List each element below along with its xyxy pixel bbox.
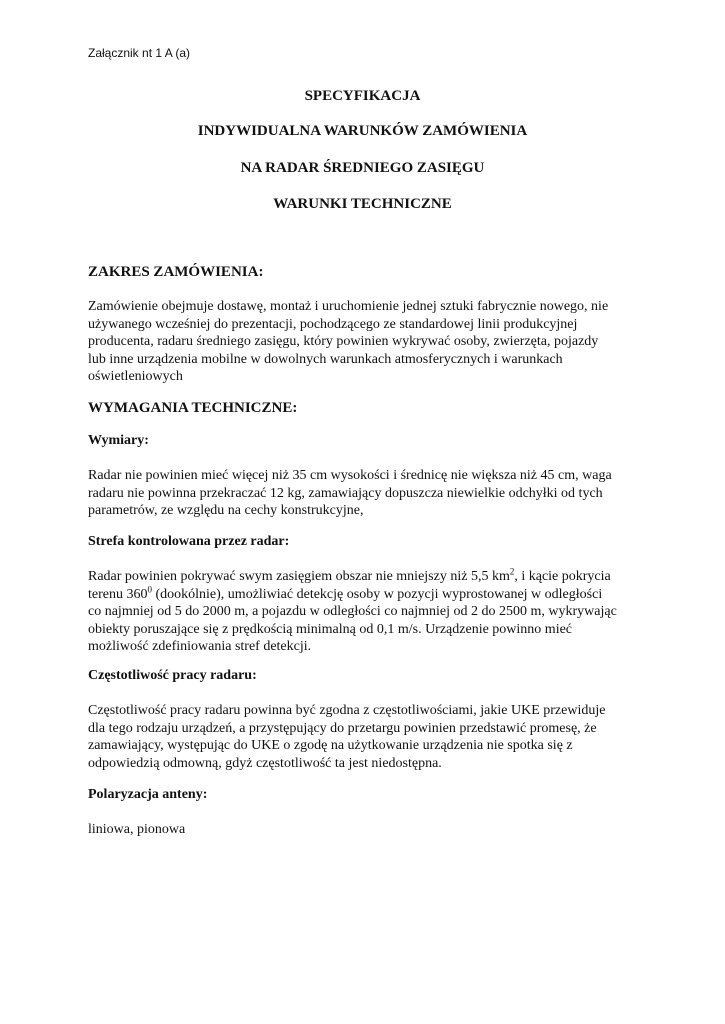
text-line: parametrów, ze względu na cechy konstrukcyjne,: [88, 503, 364, 519]
text-line: zamawiający, występując do UKE o zgodę na użytkowanie urządzenia nie spotka się z: [88, 738, 573, 754]
text-line: Radar nie powinien mieć więcej niż 35 cm wysokości i średnicę nie większa niż 45 cm, waga: [88, 468, 612, 483]
scope-paragraph: [88, 298, 644, 386]
frequency-heading: Częstotliwość pracy radaru:: [88, 668, 257, 683]
text-line: odpowiedzią odmowną, gdyż częstotliwość ta jest niedostępna.: [88, 755, 442, 771]
attachment-label: Załącznik nt 1 A (a): [88, 46, 191, 60]
document-subject: NA RADAR ŚREDNIEGO ZASIĘGU: [240, 160, 485, 176]
polarization-heading: Polaryzacja anteny:: [88, 787, 208, 802]
text-line: obiekty poruszające się z prędkością minimalną od 0,1 m/s. Urządzenie powinno mieć: [88, 621, 573, 637]
dimensions-heading: Wymiary:: [88, 433, 149, 448]
text-line: Częstotliwość pracy radaru powinna być zgodna z częstotliwościami, jakie UKE przewiduje: [88, 703, 606, 718]
scope-heading: ZAKRES ZAMÓWIENIA:: [88, 264, 264, 280]
text-line: oświetleniowych: [88, 369, 183, 385]
document-section-title: WARUNKI TECHNICZNE: [273, 196, 452, 212]
text-fragment: , i kącie pokrycia: [514, 569, 611, 584]
superscript: 0: [147, 583, 152, 594]
zone-paragraph: [88, 568, 644, 656]
text-line: producenta, radaru średniego zasięgu, który powinien wykrywać osoby, zwierzęta, pojazdy: [88, 334, 599, 350]
text-line: używanego wcześniej do prezentacji, pochodzącego ze standardowej linii produkcyjnej: [88, 316, 578, 332]
text-fragment: Radar powinien pokrywać swym zasięgiem obszar nie mniejszy niż 5,5 km: [88, 569, 510, 584]
document-subtitle: INDYWIDUALNA WARUNKÓW ZAMÓWIENIA: [197, 123, 528, 139]
text-line: lub inne urządzenia mobilne w dowolnych warunkach atmosferycznych i warunkach: [88, 351, 563, 367]
frequency-paragraph: [88, 702, 644, 772]
text-fragment: (dookólnie), umożliwiać detekcję osoby w pozycji wyprostowanej w odległości: [151, 586, 603, 602]
text-line: dla tego rodzaju urządzeń, a przystępujący do przetargu powinien przedstawić promesę, że: [88, 720, 597, 736]
text-line: [88, 568, 644, 586]
document-title: SPECYFIKACJA: [304, 88, 421, 104]
superscript: 2: [509, 566, 515, 577]
text-line: co najmniej od 5 do 2000 m, a pojazdu w odległości co najmniej od 2 do 2500 m, wykrywając: [88, 604, 617, 620]
polarization-value: liniowa, pionowa: [88, 822, 186, 837]
dimensions-paragraph: [88, 467, 644, 520]
text-line: [88, 583, 644, 604]
text-fragment: terenu 360: [88, 586, 148, 602]
zone-heading: Strefa kontrolowana przez radar:: [88, 534, 290, 549]
text-line: radaru nie powinna przekraczać 12 kg, zamawiający dopuszcza niewielkie odchyłki od tych: [88, 485, 603, 501]
text-line: możliwość zdefiniowania stref detekcji.: [88, 639, 312, 655]
text-line: Zamówienie obejmuje dostawę, montaż i uruchomienie jednej sztuki fabrycznie nowego, nie: [88, 299, 609, 314]
technical-heading: WYMAGANIA TECHNICZNE:: [88, 400, 298, 416]
